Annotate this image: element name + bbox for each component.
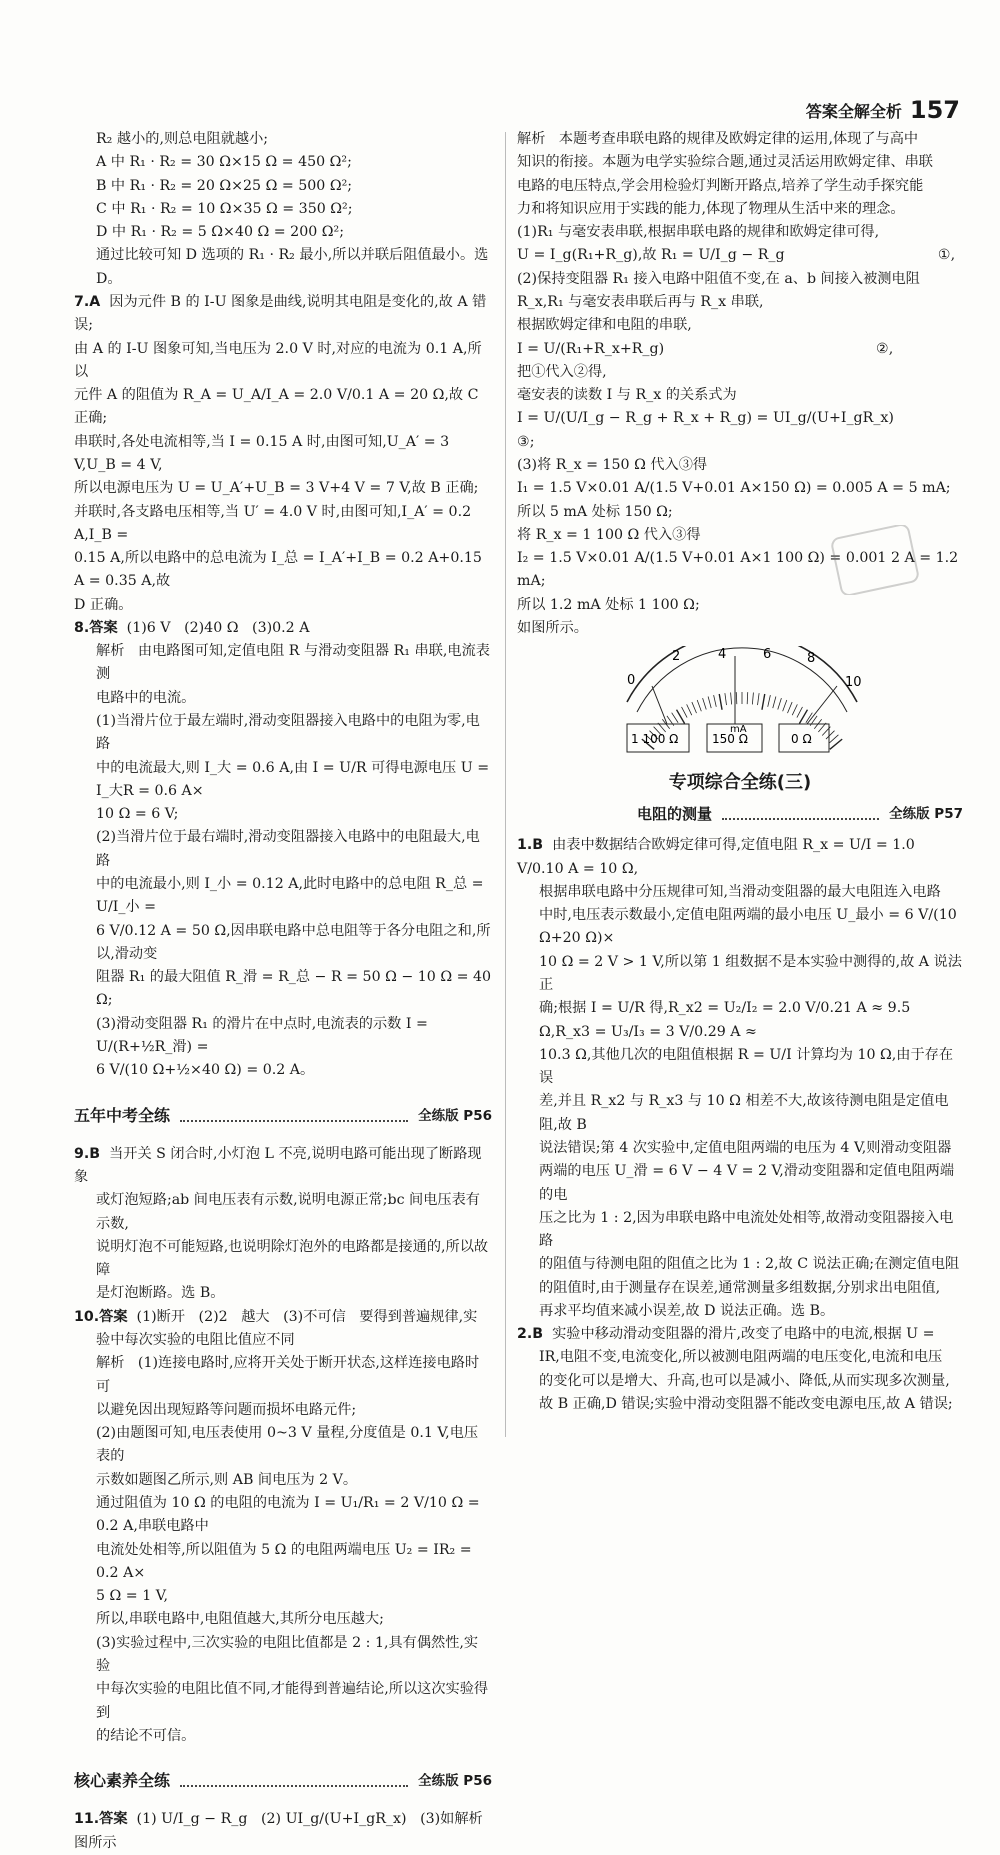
text-line: 10 Ω = 2 V > 1 V,所以第 1 组数据不是本实验中测得的,故 A 说法正 xyxy=(539,953,962,993)
text-line: (2)由题图可知,电压表使用 0~3 V 量程,分度值是 0.1 V,电压表的 xyxy=(96,1425,479,1465)
text-line: 解析 由电路图可知,定值电阻 R 与滑动变阻器 R₁ 串联,电流表测 xyxy=(96,643,490,683)
text-line: 两端的电压 U_滑 = 6 V − 4 V = 2 V,滑动变阻器和定值电阻两端的电 xyxy=(539,1163,955,1203)
text-line: 的阻值时,由于测量存在误差,通常测量多组数据,分别求出电阻值, xyxy=(539,1279,941,1296)
section-ref: 全练版 P56 xyxy=(418,1107,492,1124)
scale-tick xyxy=(787,702,792,713)
answer-text: (1)6 V (2)40 Ω (3)0.2 A xyxy=(126,619,310,636)
question-number: 8.答案 xyxy=(74,619,118,636)
question-number: 10.答案 xyxy=(74,1308,128,1325)
text-line: 差,并且 R_x2 与 R_x3 与 10 Ω 相差不大,故该待测电阻是定值电阻,故 B xyxy=(539,1093,949,1133)
text-line: 阻器 R₁ 的最大阻值 R_滑 = R_总 − R = 50 Ω − 10 Ω = 40 Ω; xyxy=(96,969,496,1009)
text-line: 电流处处相等,所以阻值为 5 Ω 的电阻两端电压 U₂ = IR₂ = 0.2 A× xyxy=(96,1541,477,1581)
text-line: 解析 (1)连接电路时,应将开关处于断开状态,这样连接电路时可 xyxy=(96,1355,480,1395)
question-number: 9.B xyxy=(74,1145,101,1162)
dotted-leader xyxy=(180,1110,408,1122)
scale-tick xyxy=(752,693,753,705)
text-line: (3)滑动变阻器 R₁ 的滑片在中点时,电流表的示数 I = U/(R+½R_滑) = xyxy=(96,1015,433,1055)
dotted-leader xyxy=(722,808,879,820)
scale-tick xyxy=(773,697,776,709)
header-title: 答案全解全析 xyxy=(805,101,902,121)
subsection-header xyxy=(517,802,963,827)
scale-tick xyxy=(830,735,839,743)
text-line: 确;根据 I = U/R 得,R_x2 = U₂/I₂ = 2.0 V/0.21 A ≈ 9.5 Ω,R_x3 = U₃/I₃ = 3 V/0.29 A ≈ xyxy=(539,1000,915,1040)
s1-answer xyxy=(517,834,963,1323)
text-line: 所以 5 mA 处标 150 Ω; xyxy=(517,503,673,520)
box-label: 0 Ω xyxy=(791,732,812,747)
tick-label: 10 xyxy=(845,675,862,691)
scale-tick xyxy=(797,707,803,718)
scale-tick xyxy=(714,695,717,707)
text-line: 将 R_x = 1 100 Ω 代入③得 xyxy=(517,526,701,543)
q7-answer xyxy=(74,291,492,617)
section-ref: 全练版 P56 xyxy=(418,1773,492,1790)
text-line: 的阻值与待测电阻的阻值之比为 1 : 2,故 C 说法正确;在测定值电阻 xyxy=(539,1256,960,1273)
text-line: C 中 R₁ · R₂ = 10 Ω×35 Ω = 350 Ω²; xyxy=(96,200,353,217)
section-header xyxy=(74,1768,492,1794)
text-line: 或灯泡短路;ab 间电压表有示数,说明电源正常;bc 间电压表有示数, xyxy=(96,1192,480,1232)
text-line: R_x,R₁ 与毫安表串联后再与 R_x 串联, xyxy=(517,293,764,310)
text-line: (1)当滑片位于最左端时,滑动变阻器接入电路中的电阻为零,电路 xyxy=(96,713,480,753)
text-line: 再求平均值来减小误差,故 D 说法正确。选 B。 xyxy=(539,1302,835,1319)
text-line: 的变化可以是增大、升高,也可以是减小、降低,从而实现多次测量, xyxy=(539,1372,950,1389)
scale-tick xyxy=(708,697,711,709)
text-line: 根据欧姆定律和电阻的串联, xyxy=(517,317,692,334)
text-line: 6 V/(10 Ω+½×40 Ω) = 0.2 A。 xyxy=(96,1062,315,1079)
q10-answer xyxy=(74,1306,492,1748)
text-line: I₂ = 1.5 V×0.01 A/(1.5 V+0.01 A×1 100 Ω) = 0.001 2 A = 1.2 mA; xyxy=(517,550,963,590)
text-line: 是灯泡断路。选 B。 xyxy=(96,1285,225,1302)
text-line: 0.15 A,所以电路中的总电流为 I_总 = I_A′+I_B = 0.2 A+0.15 A = 0.35 A,故 xyxy=(74,550,487,590)
scale-tick xyxy=(725,693,727,705)
text-line: 电路中的电流。 xyxy=(96,689,196,706)
box-label: 1 100 Ω xyxy=(631,732,679,747)
text-line: 通过比较可知 D 选项的 R₁ · R₂ 最小,所以并联后阻值最小。选 D。 xyxy=(96,247,493,287)
subsection-title: 电阻的测量 xyxy=(637,804,713,823)
text-line: D 中 R₁ · R₂ = 5 Ω×40 Ω = 200 Ω²; xyxy=(96,224,344,241)
scale-tick xyxy=(762,694,765,710)
tick-label: 6 xyxy=(763,647,772,663)
text-line: D 正确。 xyxy=(74,596,133,613)
text-line: 示数如题图乙所示,则 AB 间电压为 2 V。 xyxy=(96,1471,358,1488)
text-line: I = U/(R₁+R_x+R_g) ②, xyxy=(517,340,894,357)
scale-tick xyxy=(719,694,722,710)
answer-text: (1) U/I_g − R_g (2) UI_g/(U+I_gR_x) (3)如解析图所示 xyxy=(74,1811,483,1851)
q8-answer xyxy=(74,617,496,1083)
text-line: 通过阻值为 10 Ω 的电阻的电流为 I = U₁/R₁ = 2 V/10 Ω = 0.2 A,串联电路中 xyxy=(96,1494,485,1535)
text-line: 验中每次实验的电阻比值应不同 xyxy=(96,1332,295,1349)
text-line: 10 Ω = 6 V; xyxy=(96,806,179,823)
text-line: (2)当滑片位于最右端时,滑动变阻器接入电路中的电阻最大,电路 xyxy=(96,829,480,869)
text-line: 元件 A 的阻值为 R_A = U_A/I_A = 2.0 V/0.1 A = 20 Ω,故 C 正确; xyxy=(74,387,483,427)
text-line: (3)将 R_x = 150 Ω 代入③得 xyxy=(517,456,708,473)
text-line: U = I_g(R₁+R_g),故 R₁ = U/I_g − R_g ①, xyxy=(517,247,956,264)
right-column xyxy=(517,128,976,1416)
text-line: 故 B 正确,D 错误;实验中滑动变阻器不能改变电源电压,故 A 错误; xyxy=(539,1396,953,1413)
column-divider xyxy=(505,132,506,1437)
section-title: 核心素养全练 xyxy=(74,1771,171,1791)
text-line: R₂ 越小的,则总电阻就越小; xyxy=(96,131,269,147)
text-line: (1)R₁ 与毫安表串联,根据串联电路的规律和欧姆定律可得, xyxy=(517,224,880,241)
dotted-leader xyxy=(180,1775,408,1787)
question-number: 11.答案 xyxy=(74,1811,128,1828)
scale-tick xyxy=(778,698,782,709)
text-line: 由 A 的 I-U 图象可知,当电压为 2.0 V 时,对应的电流为 0.1 A,所以 xyxy=(74,340,482,380)
pointer-arrow xyxy=(807,686,837,724)
scale-tick xyxy=(783,700,787,711)
text-line: 由表中数据结合欧姆定律可得,定值电阻 R_x = U/I = 1.0 V/0.10 A = 10 Ω, xyxy=(517,837,920,877)
scale-tick xyxy=(692,702,697,713)
scale-tick xyxy=(672,713,678,723)
text-line: 所以电源电压为 U = U_A′+U_B = 3 V+4 V = 7 V,故 B 正确; xyxy=(74,480,479,497)
text-line: I = U/(U/I_g − R_g + R_x + R_g) = UI_g/(U+I_gR_x) ③; xyxy=(517,410,976,450)
text-line: 以避免因出现短路等问题而损坏电路元件; xyxy=(96,1401,357,1418)
text-line: 电路的电压特点,学会用检验灯判断开路点,培养了学生动手探究能 xyxy=(517,177,924,194)
q9-answer xyxy=(74,1143,492,1306)
text-line: 力和将知识应用于实践的能力,体现了物理从生活中来的理念。 xyxy=(517,200,905,217)
text-line: 因为元件 B 的 I-U 图象是曲线,说明其电阻是变化的,故 A 错误; xyxy=(74,293,487,334)
section-header xyxy=(74,1103,492,1129)
question-number: 7.A xyxy=(74,293,101,310)
section-title: 五年中考全练 xyxy=(74,1105,171,1125)
tick-label: 2 xyxy=(672,649,681,665)
q11-answer xyxy=(74,1808,492,1855)
stamp-watermark xyxy=(830,525,920,595)
scale-tick xyxy=(736,692,737,704)
tick-label: 0 xyxy=(627,673,636,689)
text-line: 实验中移动滑动变阻器的滑片,改变了电路中的电流,根据 U = xyxy=(552,1326,935,1343)
scale-tick xyxy=(747,692,748,704)
s2-answer xyxy=(517,1323,963,1416)
answer-text: (1)断开 (2)2 越大 (3)不可信 要得到普遍规律,实 xyxy=(136,1308,478,1325)
scale-tick xyxy=(768,695,771,707)
text-line: 串联时,各处电流相等,当 I = 0.15 A 时,由图可知,U_A′ = 3 V,U_B = 4 V, xyxy=(74,433,454,473)
milliammeter-figure xyxy=(567,646,887,758)
text-line: 中时,电压表示数最小,定值电阻两端的最小电压 U_最小 = 6 V/(10 Ω+20 Ω)× xyxy=(539,907,962,947)
text-line: 10.3 Ω,其他几次的电阻值根据 R = U/I 计算均为 10 Ω,由于存在误 xyxy=(539,1046,954,1087)
tick-label: 8 xyxy=(807,651,816,667)
text-line: 压之比为 1 : 2,因为串联电路中电流处处相等,故滑动变阻器接入电路 xyxy=(539,1209,954,1250)
text-line: 毫安表的读数 I 与 R_x 的关系式为 xyxy=(517,387,737,404)
text-line: 知识的衔接。本题为电学实验综合题,通过灵活运用欧姆定律、串联 xyxy=(517,154,933,171)
text-line: 中的电流最大,则 I_大 = 0.6 A,由 I = U/R 可得电源电压 U = I_大R = 0.6 A× xyxy=(96,759,494,799)
unit-label: mA xyxy=(730,724,747,736)
pointer-arrow xyxy=(652,686,667,724)
scale-tick xyxy=(682,707,688,718)
text-line: IR,电阻不变,电流变化,所以被测电阻两端的电压变化,电流和电压 xyxy=(539,1349,943,1366)
scale-tick xyxy=(697,700,701,711)
text-line: 所以,串联电路中,电阻值越大,其所分电压越大; xyxy=(96,1611,384,1628)
text-line: (2)保持变阻器 R₁ 接入电路中阻值不变,在 a、b 间接入被测电阻 xyxy=(517,270,920,287)
scale-tick xyxy=(792,705,797,716)
scale-tick xyxy=(758,693,760,705)
left-column xyxy=(74,128,496,1855)
text-line: (3)实验过程中,三次实验的电阻比值都是 2 : 1,具有偶然性,实验 xyxy=(96,1634,479,1674)
text-line: 说明灯泡不可能短路,也说明除灯泡外的电路都是接通的,所以故障 xyxy=(96,1238,489,1279)
box-label: 150 Ω xyxy=(712,732,748,747)
text-line: 5 Ω = 1 V, xyxy=(96,1588,169,1605)
section-ref: 全练版 P57 xyxy=(889,805,963,822)
text-line: B 中 R₁ · R₂ = 20 Ω×25 Ω = 500 Ω²; xyxy=(96,177,353,194)
scale-tick xyxy=(731,693,732,705)
scale-tick xyxy=(826,731,835,739)
special-section-title: 专项综合全练(三) xyxy=(668,772,812,794)
text-line: 中的电流最小,则 I_小 = 0.12 A,此时电路中的总电阻 R_总 = U/I_小 = xyxy=(96,876,489,916)
text-line: 中每次实验的电阻比值不同,才能得到普遍结论,所以这次实验得到 xyxy=(96,1681,489,1721)
text-line: 解析 本题考查串联电路的规律及欧姆定律的运用,体现了与高中 xyxy=(517,131,919,147)
scale-tick xyxy=(687,705,692,716)
q6-continuation xyxy=(74,128,492,291)
tick-label: 4 xyxy=(718,647,727,663)
text-line: 所以 1.2 mA 处标 1 100 Ω; xyxy=(517,596,700,613)
text-line: 把①代入②得, xyxy=(517,363,607,380)
text-line: 的结论不可信。 xyxy=(96,1727,196,1744)
page-header xyxy=(806,96,960,124)
text-line: 根据串联电路中分压规律可知,当滑动变阻器的最大电阻连入电路 xyxy=(539,883,941,900)
text-line: 如图所示。 xyxy=(517,619,588,636)
text-line: I₁ = 1.5 V×0.01 A/(1.5 V+0.01 A×150 Ω) = 0.005 A = 5 mA; xyxy=(517,480,951,497)
scale-tick xyxy=(703,698,707,709)
text-line: 并联时,各支路电压相等,当 U′ = 4.0 V 时,由图可知,I_A′ = 0.2 A,I_B = xyxy=(74,503,476,543)
text-line: A 中 R₁ · R₂ = 30 Ω×15 Ω = 450 Ω²; xyxy=(96,154,352,171)
question-number: 2.B xyxy=(517,1326,544,1343)
text-line: 6 V/0.12 A = 50 Ω,因串联电路中总电阻等于各分电阻之和,所以,滑动变 xyxy=(96,922,491,962)
text-line: 说法错误;第 4 次实验中,定值电阻两端的电压为 4 V,则滑动变阻器 xyxy=(539,1139,952,1156)
page-number: 157 xyxy=(909,96,960,124)
text-line: 当开关 S 闭合时,小灯泡 L 不亮,说明电路可能出现了断路现象 xyxy=(74,1145,482,1186)
question-number: 1.B xyxy=(517,837,544,854)
